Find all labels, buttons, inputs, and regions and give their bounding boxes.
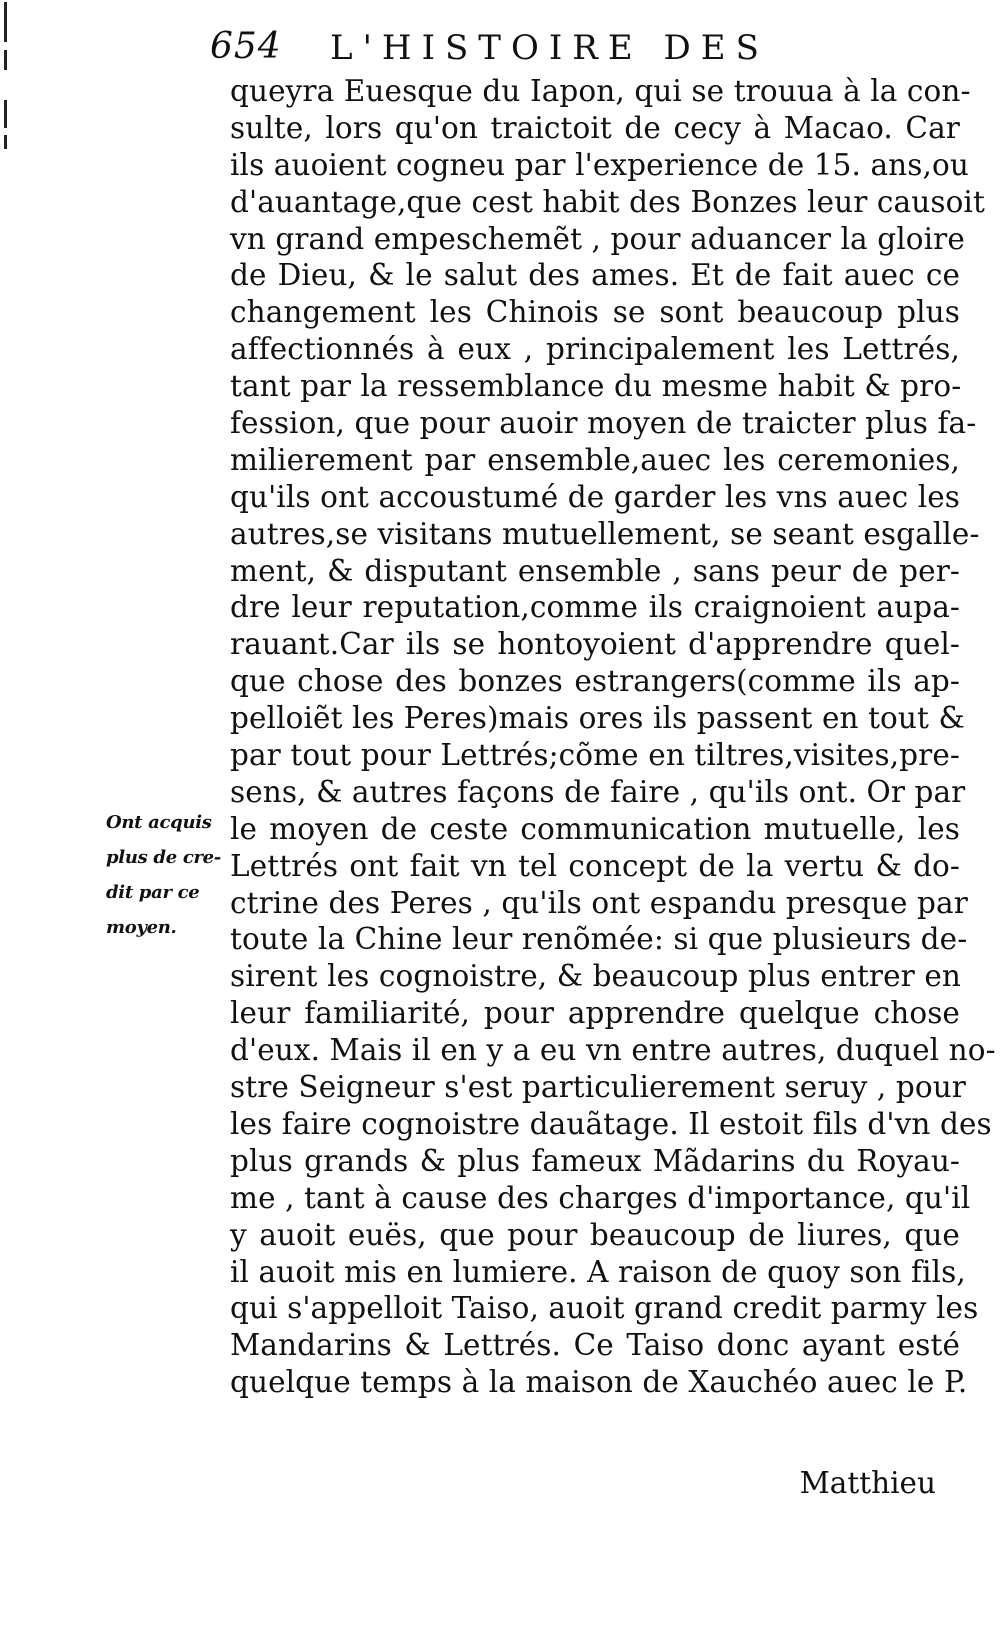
margin-note-line: Ont acquis	[106, 812, 212, 833]
body-line: de Dieu, & le salut des ames. Et de fait auec ce	[230, 258, 960, 293]
body-line: changement les Chinois se sont beaucoup plus	[230, 295, 960, 330]
body-line: sulte, lors qu'on traictoit de cecy à Macao. Car	[230, 110, 960, 145]
body-line: qu'ils ont accoustumé de garder les vns auec les	[230, 479, 961, 514]
body-line: d'eux. Mais il en y a eu vn entre autres, duquel no-	[230, 1033, 996, 1068]
body-line: ctrine des Peres , qu'ils ont espandu presque par	[230, 885, 968, 920]
body-line: ils auoient cogneu par l'experience de 15. ans,ou	[230, 147, 969, 182]
body-line: quelque temps à la maison de Xauchéo auec le P.	[230, 1365, 968, 1400]
body-line: par tout pour Lettrés;cõme en tiltres,visites,pre-	[230, 738, 960, 773]
body-line: tant par la ressemblance du mesme habit & pro-	[230, 369, 962, 404]
body-line: sens, & autres façons de faire , qu'ils ont. Or par	[230, 774, 966, 809]
body-line: leur familiarité, pour apprendre quelque chose	[230, 996, 960, 1031]
page-header	[210, 26, 970, 76]
running-title: L'HISTOIRE DES	[330, 28, 769, 68]
body-line: autres,se visitans mutuellement, se seant esgalle-	[230, 516, 980, 551]
page-number: 654	[210, 26, 282, 67]
body-line: affectionnés à eux , principalement les Lettrés,	[230, 332, 960, 367]
catchword: Matthieu	[799, 1466, 936, 1500]
body-line: les faire cognoistre dauãtage. Il estoit fils d'vn des	[230, 1106, 992, 1141]
body-line: dre leur reputation,comme ils craignoient aupa-	[230, 590, 960, 625]
body-line: toute la Chine leur renõmée: si que plusieurs de-	[230, 922, 968, 957]
body-line: le moyen de ceste communication mutuelle, les	[230, 811, 960, 846]
margin-note-line: moyen.	[106, 917, 177, 938]
body-line: pelloiẽt les Peres)mais ores ils passent en tout &	[230, 701, 965, 736]
body-line: qui s'appelloit Taiso, auoit grand credit parmy les	[230, 1291, 979, 1326]
body-line: fession, que pour auoir moyen de traicter plus fa-	[230, 406, 977, 441]
margin-note-line: dit par ce	[106, 882, 200, 903]
body-line: que chose des bonzes estrangers(comme ils ap-	[230, 664, 960, 699]
body-line: me , tant à cause des charges d'importance, qu'il	[230, 1180, 971, 1215]
body-text	[230, 73, 996, 1401]
body-line: d'auantage,que cest habit des Bonzes leur causoit	[230, 184, 985, 219]
margin-note	[106, 805, 224, 945]
margin-note-line: plus de cre-	[106, 847, 221, 868]
body-line: milierement par ensemble,auec les ceremonies,	[230, 442, 960, 477]
body-line: queyra Euesque du Iapon, qui se trouua à la con-	[230, 74, 971, 108]
body-line: y auoit euës, que pour beaucoup de liures, que	[230, 1217, 960, 1252]
body-line: Lettrés ont fait vn tel concept de la vertu & do-	[230, 848, 960, 883]
body-line: stre Seigneur s'est particulierement seruy , pour	[230, 1070, 967, 1105]
body-line: vn grand empeschemẽt , pour aduancer la gloire	[230, 221, 965, 256]
scan-edge-marks	[0, 0, 20, 160]
body-line: il auoit mis en lumiere. A raison de quoy son fils,	[230, 1254, 966, 1289]
body-line: rauant.Car ils se hontoyoient d'apprendre quel-	[230, 627, 960, 662]
body-line: Mandarins & Lettrés. Ce Taiso donc ayant esté	[230, 1328, 960, 1363]
body-line: plus grands & plus fameux Mãdarins du Royau-	[230, 1143, 960, 1178]
body-line: ment, & disputant ensemble , sans peur de per-	[230, 553, 960, 588]
body-line: sirent les cognoistre, & beaucoup plus entrer en	[230, 959, 961, 994]
